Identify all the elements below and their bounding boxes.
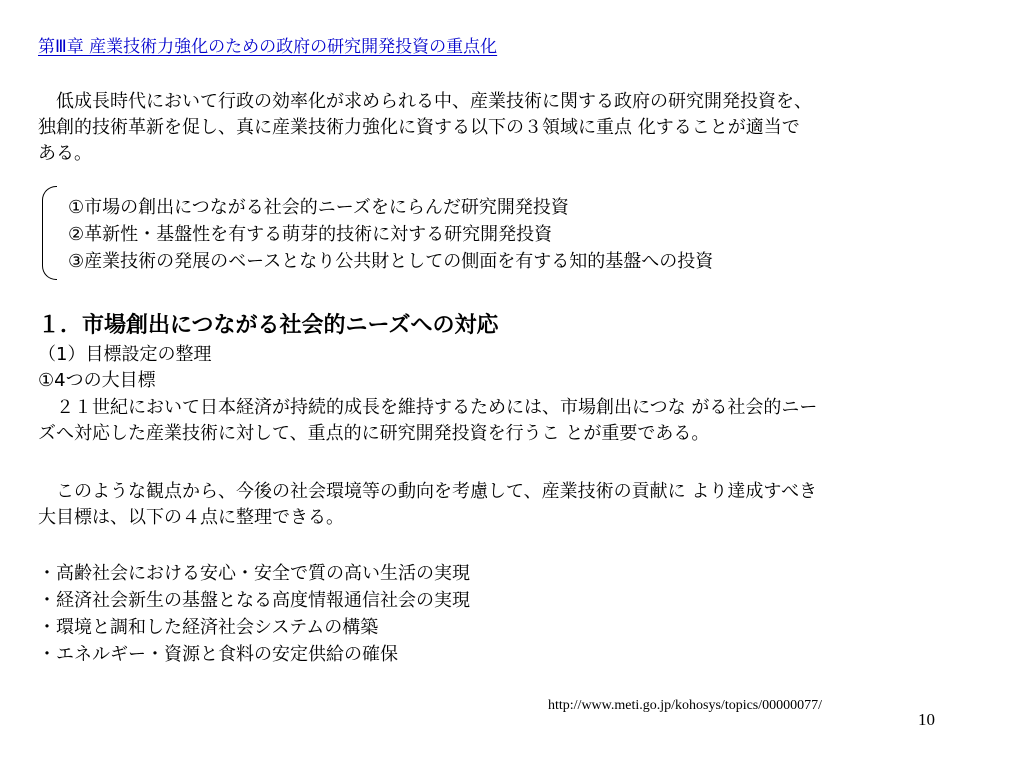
source-url: http://www.meti.go.jp/kohosys/topics/00000077/ (548, 698, 823, 713)
section-heading: １．市場創出につながる社会的ニーズへの対応 (38, 313, 499, 338)
para-line: ズへ対応した産業技術に対して、重点的に研究開発投資を行うこ とが重要である。 (38, 423, 710, 444)
page-number: 10 (918, 710, 935, 729)
focus-area-list (68, 194, 713, 275)
goal-list (38, 560, 470, 668)
focus-area-item: ②革新性・基盤性を有する萌芽的技術に対する研究開発投資 (68, 224, 553, 245)
intro-paragraph (38, 89, 998, 167)
goal-item: ・高齢社会における安心・安全で質の高い生活の実現 (38, 563, 470, 584)
left-bracket-decoration (42, 186, 57, 280)
goal-item: ・エネルギー・資源と食料の安定供給の確保 (38, 644, 398, 665)
body-paragraph-3 (38, 479, 998, 531)
para-line: 大目標は、以下の４点に整理できる。 (38, 507, 344, 528)
goal-item: ・環境と調和した経済社会システムの構築 (38, 617, 379, 638)
focus-area-item: ①市場の創出につながる社会的ニーズをにらんだ研究開発投資 (68, 197, 569, 218)
chapter-title: 第Ⅲ章 産業技術力強化のための政府の研究開発投資の重点化 (38, 37, 498, 57)
para-line: ２１世紀において日本経済が持続的成長を維持するためには、市場創出につな がる社会的ニー (38, 397, 818, 418)
para-line: このような観点から、今後の社会環境等の動向を考慮して、産業技術の貢献に より達成すべき (38, 481, 817, 502)
item-heading: ①4つの大目標 (38, 370, 156, 391)
body-paragraph-2 (38, 395, 998, 447)
focus-area-item: ③産業技術の発展のベースとなり公共財としての側面を有する知的基盤への投資 (68, 251, 714, 272)
intro-line: ある。 (38, 143, 92, 164)
intro-line: 低成長時代において行政の効率化が求められる中、産業技術に関する政府の研究開発投資を、 (38, 91, 812, 112)
goal-item: ・経済社会新生の基盤となる高度情報通信社会の実現 (38, 590, 470, 611)
intro-line: 独創的技術革新を促し、真に産業技術力強化に資する以下の３領域に重点 化することが適当で (38, 117, 800, 138)
sub-heading: （1）目標設定の整理 (38, 344, 212, 365)
